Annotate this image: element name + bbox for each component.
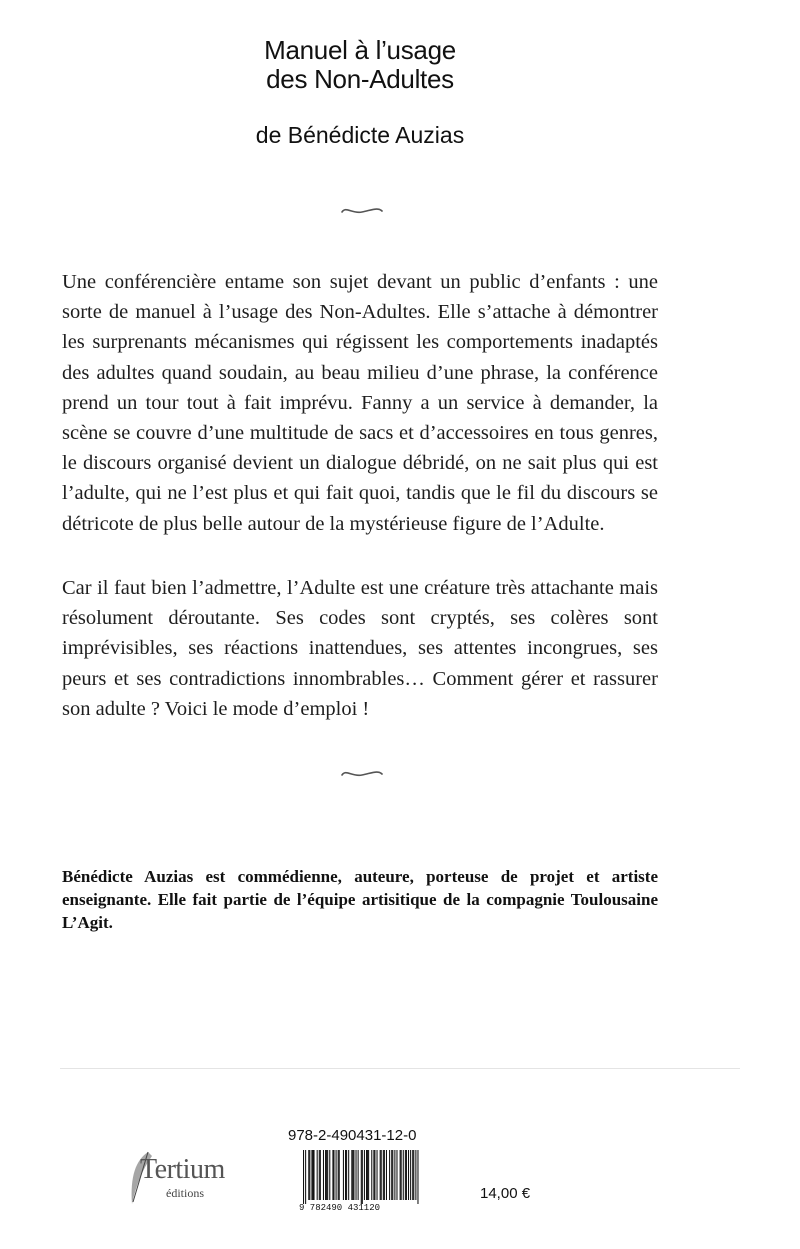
synopsis-paragraph-1: Une conférencière entame son sujet devant un public d’enfants : une sorte de manuel à l’usage des Non-Adultes. Elle s’attache à démontrer les surprenants mécanismes qui régissent les comportements inadaptés des adultes quand soudain, au beau milieu d’une phrase, la conférence prend un tour tout à fait imprévu. Fanny a un service à demander, la scène se couvre d’une multitude de sacs et d’accessoires en tous genres, le discours organisé devient un dialogue débridé, on ne sait plus qui est l’adulte, qui ne l’est plus et qui fait quoi, tandis que le fil du discours se détricote de plus belle autour de la mystérieuse figure de l’Adulte. [62,271,658,535]
barcode-bar [368,1150,369,1200]
barcode-bar [400,1150,401,1200]
book-title [0,36,720,94]
barcode-bar [303,1150,304,1204]
barcode-bar [309,1150,310,1200]
barcode-bar [380,1150,381,1200]
barcode-bar [356,1150,357,1200]
barcode-bar [323,1150,324,1200]
barcode-bar [343,1150,344,1200]
barcode-bar [394,1150,395,1200]
barcode-bar [317,1150,318,1200]
barcode-bar [408,1150,409,1200]
barcode-bar [352,1150,353,1200]
barcode-bar [406,1150,407,1200]
barcode-bar [381,1150,382,1200]
title-line-2: des Non-Adultes [266,64,454,94]
barcode-bar [383,1150,384,1200]
barcode-bar [374,1150,375,1200]
author-line: de Bénédicte Auzias [255,122,465,148]
swirl-ornament-icon [340,204,384,218]
barcode-bar [386,1150,387,1200]
barcode-bar [410,1150,411,1200]
barcode-bar [339,1150,340,1200]
barcode-bar [325,1150,326,1200]
barcode-bar [305,1150,306,1204]
price: 14,00 € [480,1185,531,1202]
barcode-bar [389,1150,390,1200]
barcode-bar [353,1150,354,1200]
barcode-bar [326,1150,327,1200]
barcode-bar [362,1150,363,1204]
barcode [297,1150,419,1212]
barcode-bar [308,1150,309,1200]
barcode-bar [417,1150,418,1204]
title-line-1: Manuel à l’usage [264,35,456,65]
barcode-bar [405,1150,406,1200]
barcode-bar [367,1150,368,1200]
barcode-bar [311,1150,312,1200]
barcode-bar [319,1150,320,1200]
publisher-logo-subtitle: éditions [166,1186,204,1200]
barcode-bar [373,1150,374,1200]
barcode-bar [329,1150,330,1200]
barcode-bar [345,1150,346,1200]
swirl-ornament-icon [340,767,384,781]
divider-line [60,1068,740,1069]
barcode-bar [403,1150,404,1200]
barcode-bar [396,1150,397,1200]
barcode-bar [327,1150,328,1200]
barcode-bar [314,1150,315,1200]
barcode-bar [384,1150,385,1200]
barcode-bar [333,1150,334,1200]
barcode-digits: 9 782490 431120 [299,1203,381,1212]
barcode-bar [312,1150,313,1200]
barcode-bar [351,1150,352,1200]
barcode-bar [361,1150,362,1204]
barcode-bar [358,1150,359,1200]
barcode-bar [412,1150,413,1200]
barcode-bars [303,1150,419,1204]
publisher-logo-word: Tertium [140,1154,225,1185]
barcode-bar [413,1150,414,1200]
barcode-bar [415,1150,416,1200]
publisher-logo [122,1150,232,1210]
barcode-bar [366,1150,367,1200]
barcode-bar [320,1150,321,1200]
synopsis-paragraph-2: Car il faut bien l’admettre, l’Adulte est une créature très attachante mais résolument déroutante. Ses codes sont cryptés, ses colères sont imprévisibles, ses réactions inattendues, ses attentes incongrues, ses peurs et ses contradictions innombrables… Comment gérer et rassurer son adulte ? Voici le mode d’emploi ! [62,577,658,720]
barcode-bar [338,1150,339,1200]
barcode-bar [377,1150,378,1200]
barcode-bar [346,1150,347,1200]
isbn-number: 978-2-490431-12-0 [288,1127,417,1144]
author-bio: Bénédicte Auzias est commédienne, auteure, porteuse de projet et artiste enseignante. Elle fait partie de l’équipe artisitique de la compagnie Toulousaine L’Agit. [62,867,658,932]
barcode-bar [391,1150,392,1200]
barcode-bar [364,1150,365,1200]
barcode-bar [348,1150,349,1200]
barcode-bar [371,1150,372,1200]
barcode-bar [332,1150,333,1200]
barcode-bar [401,1150,402,1200]
barcode-bar [336,1150,337,1200]
barcode-bar [392,1150,393,1200]
